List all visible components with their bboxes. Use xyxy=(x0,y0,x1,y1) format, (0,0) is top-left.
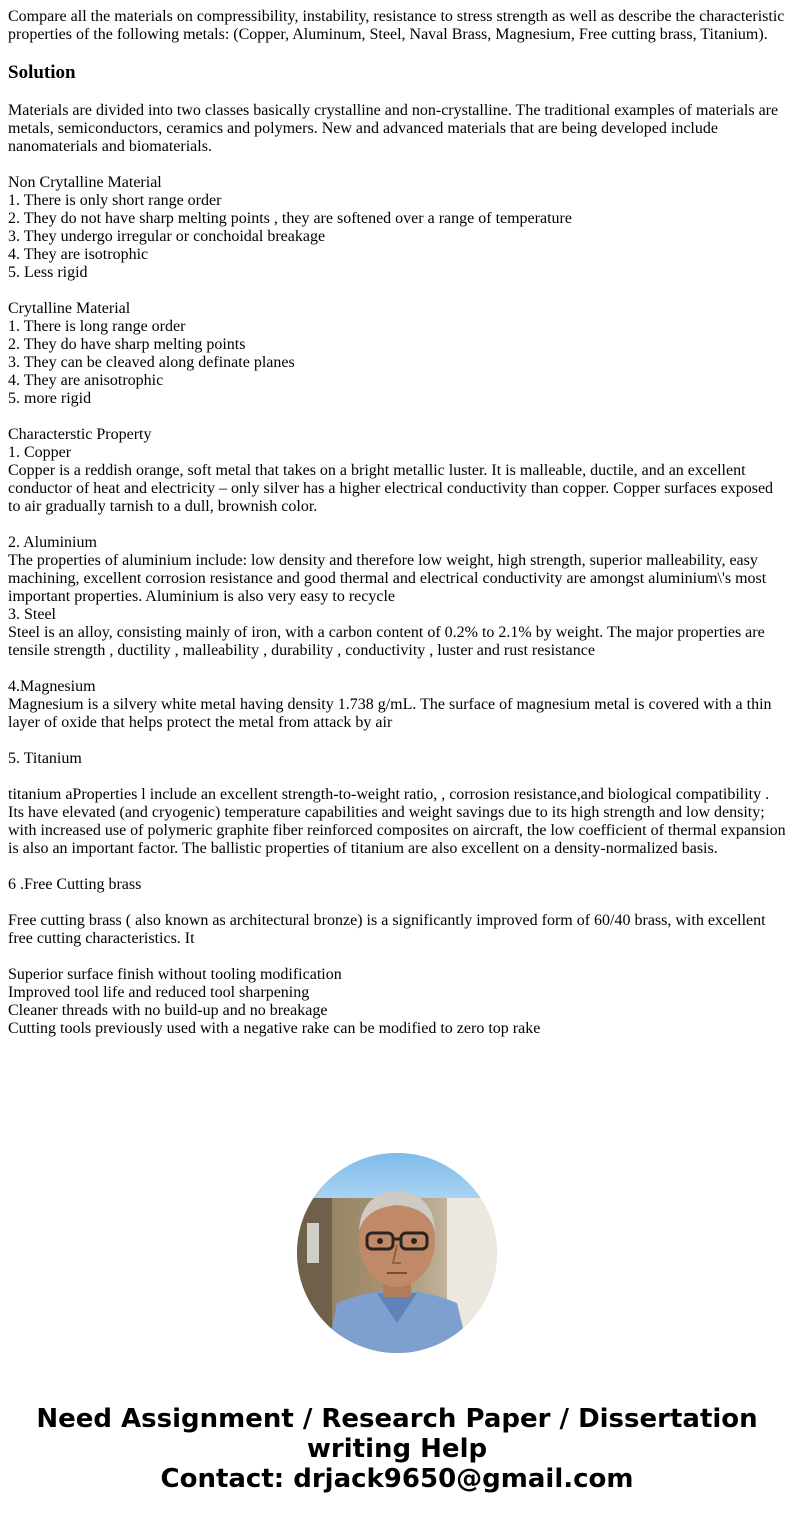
avatar xyxy=(297,1153,497,1353)
solution-heading: Solution xyxy=(8,62,76,83)
crystalline-title: Crytalline Material xyxy=(8,300,131,317)
titanium-text: titanium aProperties l include an excellent strength-to-weight ratio, , corrosion resistance,and biological compatibility . Its have elevated (and cryogenic) temperature capabilities and weight savings due to its high strength and low density; with increased use of polymeric graphite fiber reinforced composites on aircraft, the low coefficient of thermal expansion is also an important factor. The ballistic properties of titanium are also excellent on a density-normalized basis. xyxy=(8,786,786,857)
non-crystalline-section xyxy=(8,174,786,282)
aluminium-text: The properties of aluminium include: low density and therefore low weight, high strength, superior malleability, easy machining, excellent corrosion resistance and good thermal and electrical conductivity are amongst aluminium\'s most important properties. Aluminium is also very easy to recycle xyxy=(8,552,767,605)
brass-title: 6 .Free Cutting brass xyxy=(8,876,142,893)
copper-title: 1. Copper xyxy=(8,444,72,461)
intro-paragraph: Materials are divided into two classes basically crystalline and non-crystalline. The traditional examples of materials are metals, semiconductors, ceramics and polymers. New and advanced materials that are being developed include nanomaterials and biomaterials. xyxy=(8,102,779,155)
brass-points xyxy=(8,966,786,1038)
titanium-title: 5. Titanium xyxy=(8,750,82,767)
non-crystalline-title: Non Crytalline Material xyxy=(8,174,162,191)
list-item: 5. more rigid xyxy=(8,390,92,407)
crystalline-section xyxy=(8,300,786,408)
list-item: 4. They are anisotrophic xyxy=(8,372,164,389)
list-item: 2. They do not have sharp melting points , they are softened over a range of temperature xyxy=(8,210,572,227)
list-item: 2. They do have sharp melting points xyxy=(8,336,246,353)
steel-text: Steel is an alloy, consisting mainly of iron, with a carbon content of 0.2% to 2.1% by weight. The major properties are tensile strength , ductility , malleability , durability , conductivity , luster and rust resistance xyxy=(8,624,765,659)
magnesium-title: 4.Magnesium xyxy=(8,678,96,695)
footer-line-1: Need Assignment / Research Paper / Dissertation xyxy=(36,1404,758,1434)
magnesium-section xyxy=(8,678,786,732)
footer-contact: Contact: drjack9650@gmail.com xyxy=(160,1464,634,1494)
steel-title: 3. Steel xyxy=(8,606,56,623)
copper-section xyxy=(8,426,786,516)
list-item: Cleaner threads with no build-up and no breakage xyxy=(8,1002,328,1019)
brass-text: Free cutting brass ( also known as architectural bronze) is a significantly improved form of 60/40 brass, with excellent free cutting characteristics. It xyxy=(8,912,766,947)
list-item: Improved tool life and reduced tool sharpening xyxy=(8,984,310,1001)
magnesium-text: Magnesium is a silvery white metal having density 1.738 g/mL. The surface of magnesium metal is covered with a thin layer of oxide that helps protect the metal from attack by air xyxy=(8,696,772,731)
properties-title: Characterstic Property xyxy=(8,426,152,443)
footer-banner xyxy=(0,1404,794,1494)
list-item: 1. There is long range order xyxy=(8,318,186,335)
list-item: 3. They undergo irregular or conchoidal breakage xyxy=(8,228,326,245)
question-text: Compare all the materials on compressibility, instability, resistance to stress strength as well as describe the characteristic properties of the following metals: (Copper, Aluminum, Steel, Naval Brass, Magnesium, Free cutting brass, Titanium). xyxy=(8,8,785,43)
author-photo xyxy=(297,1153,497,1353)
aluminium-steel-section xyxy=(8,534,786,660)
list-item: 1. There is only short range order xyxy=(8,192,222,209)
aluminium-title: 2. Aluminium xyxy=(8,534,97,551)
list-item: 3. They can be cleaved along definate planes xyxy=(8,354,295,371)
list-item: 4. They are isotrophic xyxy=(8,246,149,263)
list-item: 5. Less rigid xyxy=(8,264,88,281)
copper-text: Copper is a reddish orange, soft metal that takes on a bright metallic luster. It is malleable, ductile, and an excellent conductor of heat and electricity – only silver has a higher electrical conductivity than copper. Copper surfaces exposed to air gradually tarnish to a dull, brownish color. xyxy=(8,462,774,515)
list-item: Superior surface finish without tooling modification xyxy=(8,966,342,983)
footer-line-2: writing Help xyxy=(306,1434,488,1464)
list-item: Cutting tools previously used with a negative rake can be modified to zero top rake xyxy=(8,1020,541,1037)
